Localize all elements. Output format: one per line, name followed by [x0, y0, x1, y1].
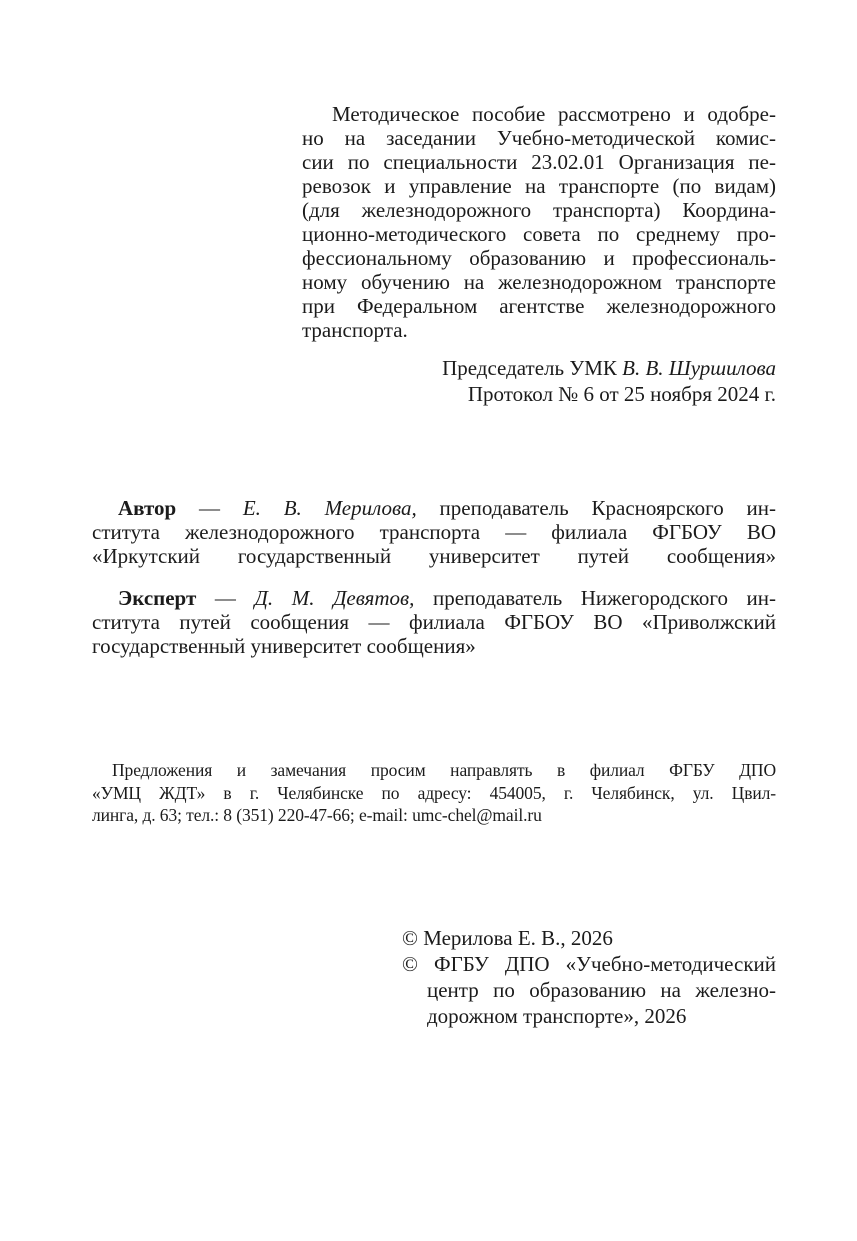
text-segment: дорожном транспорте», 2026 [427, 1004, 687, 1028]
text-segment: Протокол № 6 от 25 ноября 2024 г. [467, 382, 776, 406]
text-segment: «УМЦ ЖДТ» в г. Челябинске по адресу: 454005, г. Челябинск, ул. Цвил- [92, 782, 776, 803]
text-segment: сии по специальности 23.02.01 Организация пе- [302, 150, 776, 174]
text-line [302, 174, 776, 198]
text-segment: ститута железнодорожного транспорта — филиала ФГБОУ ВО [92, 520, 776, 544]
text-segment: государственный университет сообщения» [92, 634, 476, 658]
text-segment: © Мерилова Е. В., 2026 [402, 926, 613, 950]
text-segment: Председатель УМК [442, 356, 623, 380]
text-line [302, 270, 776, 294]
text-line [402, 977, 776, 1003]
text-line [92, 586, 776, 610]
text-segment: Автор [118, 496, 177, 520]
text-line [92, 496, 776, 520]
copyright-block [402, 925, 776, 1029]
text-line [92, 804, 776, 827]
text-segment: — [176, 496, 243, 520]
text-segment: Методическое пособие рассмотрено и одобре- [332, 102, 776, 126]
expert-paragraph [92, 586, 776, 658]
contact-paragraph [92, 759, 776, 827]
text-line [302, 222, 776, 246]
text-line [302, 126, 776, 150]
text-line [302, 150, 776, 174]
text-line [402, 951, 776, 977]
text-line [302, 246, 776, 270]
text-segment: фессиональному образованию и профессиональ- [302, 246, 776, 270]
text-segment: В. В. Шуршилова [622, 356, 776, 380]
signature-block [92, 355, 776, 407]
text-segment: (для железнодорожного транспорта) Координа- [302, 198, 776, 222]
text-segment: центр по образованию на железно- [427, 978, 776, 1002]
text-line [92, 610, 776, 634]
text-segment: ционно-методического совета по среднему про- [302, 222, 776, 246]
text-line [302, 294, 776, 318]
text-line [92, 759, 776, 782]
text-line [92, 634, 776, 658]
text-line [92, 355, 776, 381]
text-line [92, 782, 776, 805]
text-segment: но на заседании Учебно-методической комис- [302, 126, 776, 150]
text-segment: преподаватель Нижегородского ин- [414, 586, 777, 610]
text-line [402, 1003, 776, 1029]
text-line [302, 198, 776, 222]
text-segment: Е. В. Мерилова, [242, 496, 417, 520]
text-segment: ститута путей сообщения — филиала ФГБОУ ВО «Приволжский [92, 610, 776, 634]
text-segment: при Федеральном агентстве железнодорожного [302, 294, 776, 318]
text-line [302, 318, 776, 342]
author-paragraph [92, 496, 776, 568]
text-line [402, 925, 776, 951]
text-segment: Предложения и замечания просим направлять в филиал ФГБУ ДПО [112, 760, 776, 780]
text-line [92, 544, 776, 568]
text-segment: © ФГБУ ДПО «Учебно-методический [402, 952, 776, 976]
text-line [302, 102, 776, 126]
text-segment: — [196, 586, 255, 610]
text-segment: ному обучению на железнодорожном транспорте [302, 270, 776, 294]
text-segment: линга, д. 63; тел.: 8 (351) 220-47-66; e-mail: umc-chel@mail.ru [92, 805, 542, 825]
text-segment: транспорта. [302, 318, 408, 342]
text-segment: Д. М. Девятов, [254, 586, 415, 610]
text-segment: ревозок и управление на транспорте (по видам) [302, 174, 776, 198]
text-segment: Эксперт [118, 586, 197, 610]
text-line [92, 381, 776, 407]
text-segment: «Иркутский государственный университет путей сообщения» [92, 544, 776, 568]
text-segment: преподаватель Красноярского ин- [416, 496, 776, 520]
approval-paragraph [302, 102, 776, 342]
text-line [92, 520, 776, 544]
